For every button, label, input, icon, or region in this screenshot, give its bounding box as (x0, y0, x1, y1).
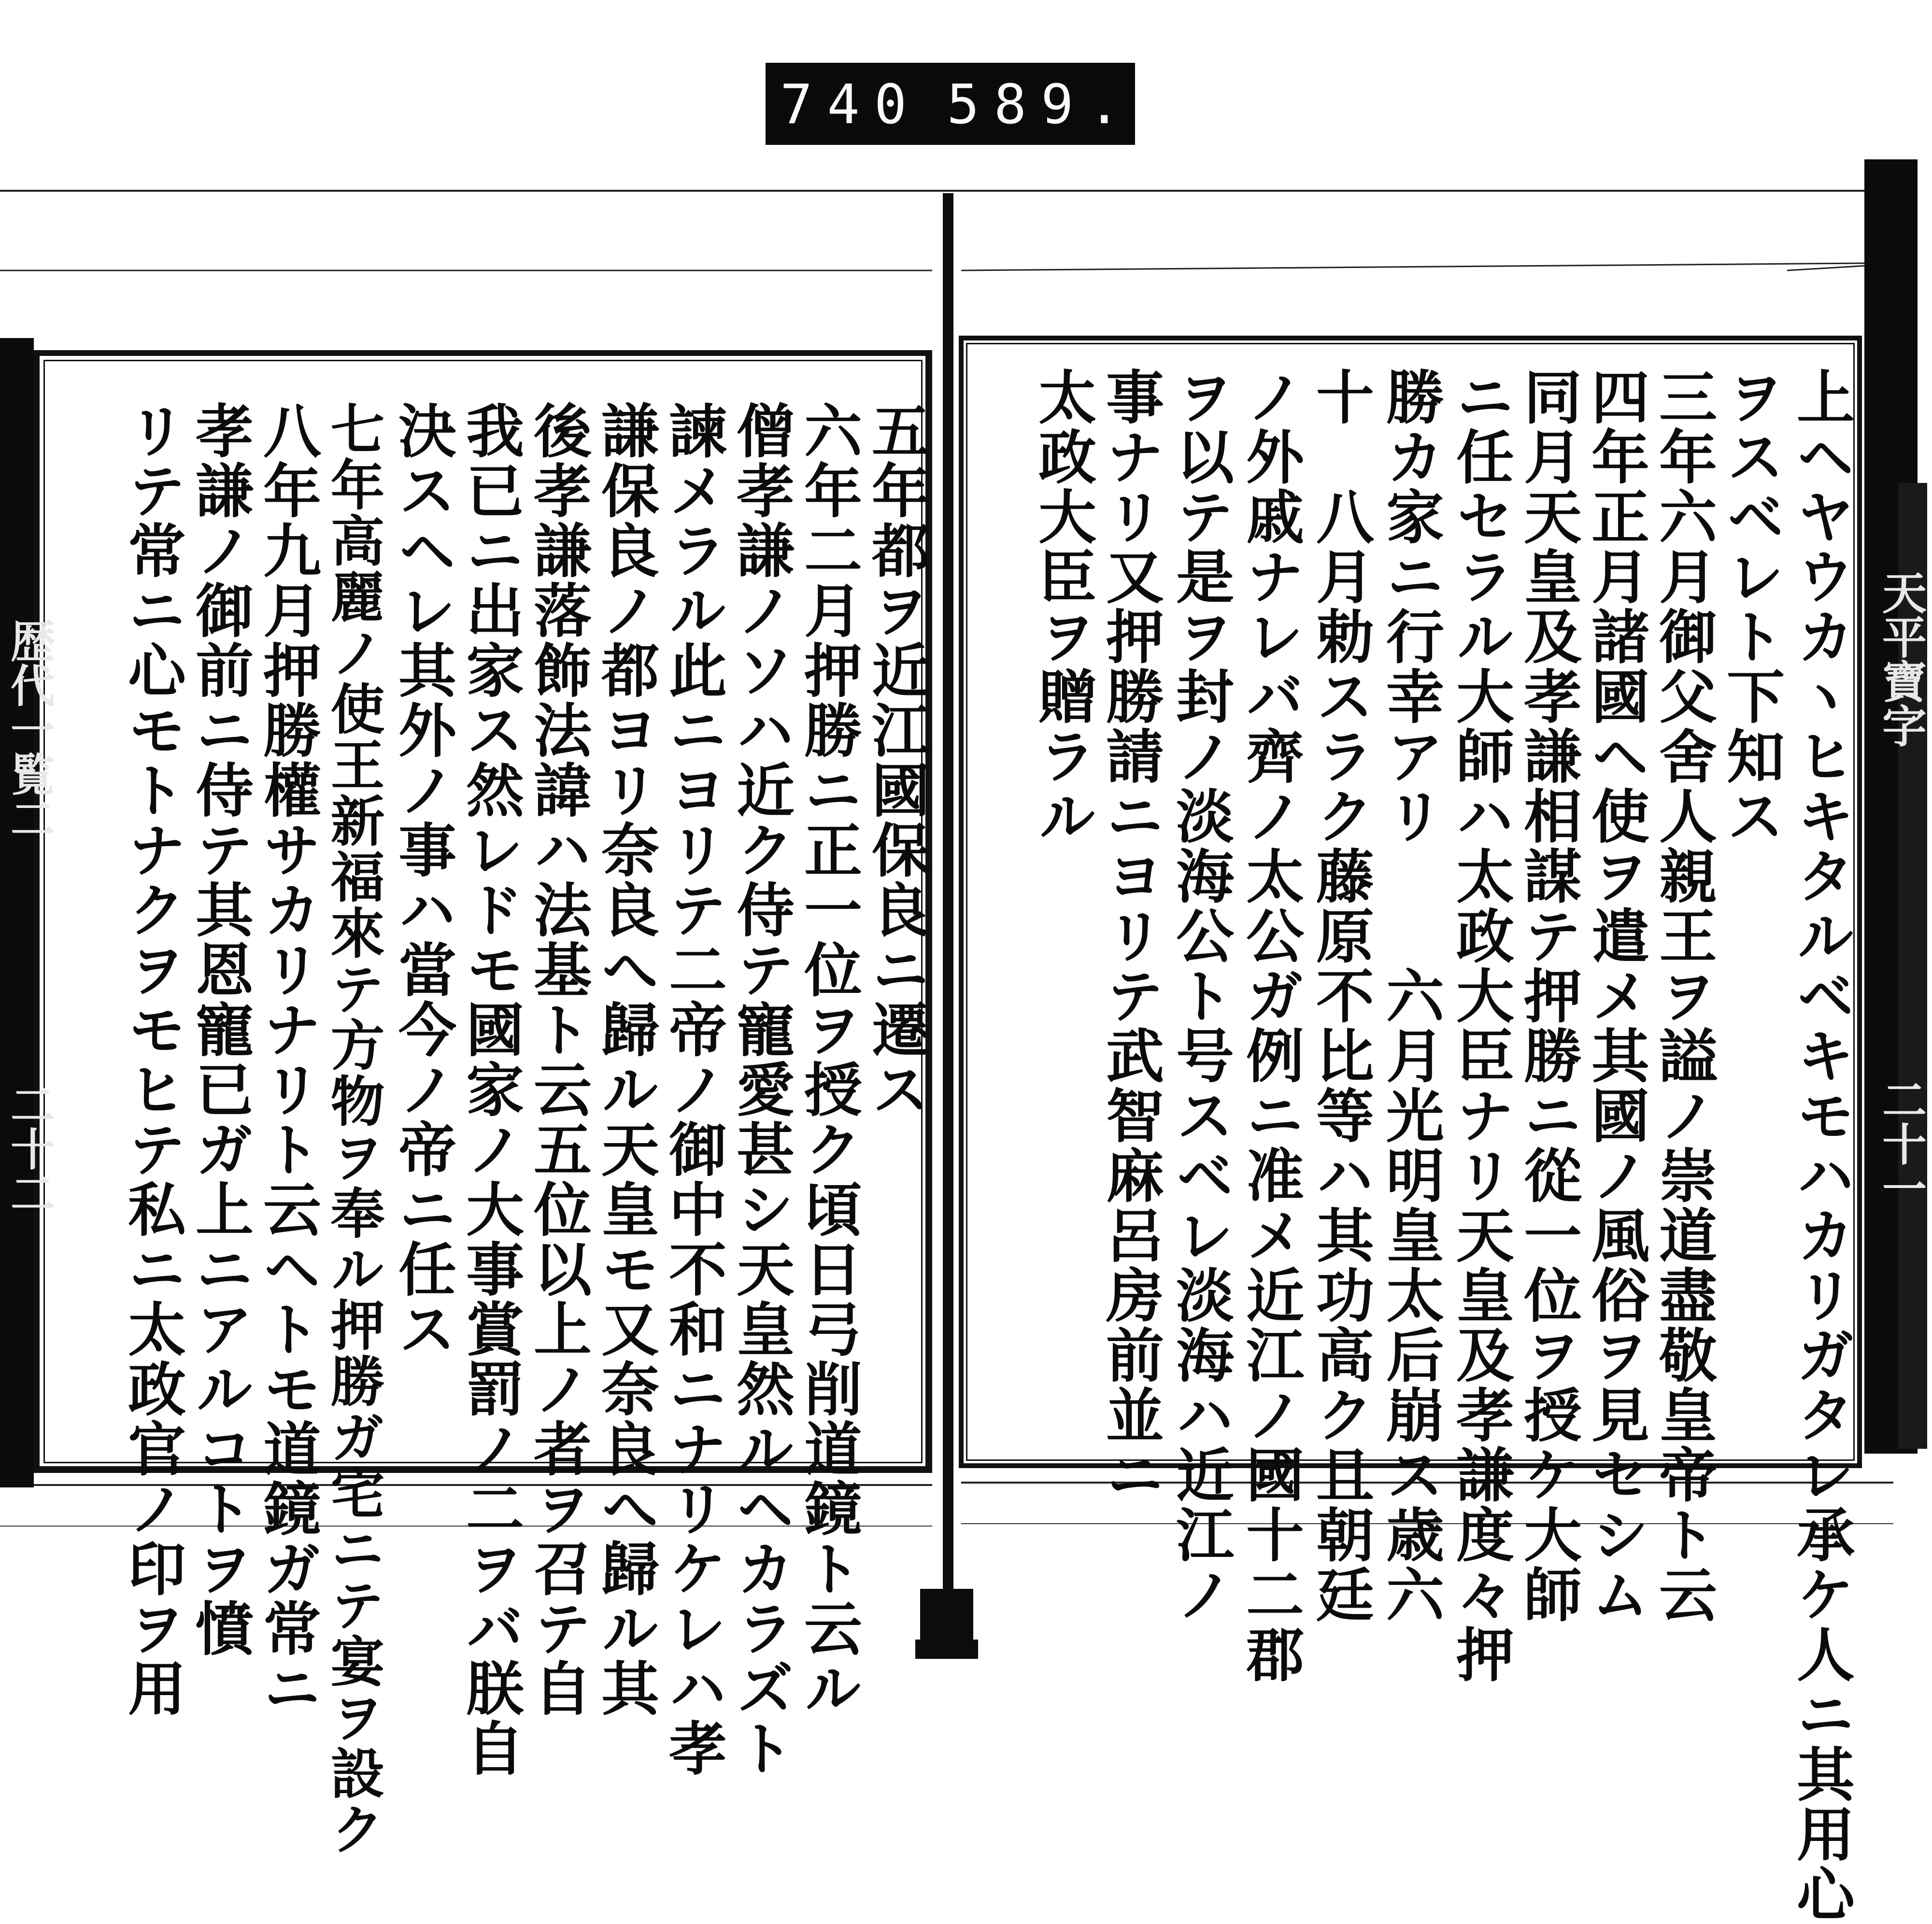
text-column: 謙保良ノ都ヨリ奈良へ歸ル天皇モ又奈良へ歸ル其 (592, 401, 660, 1718)
text-column: ノ外戚ナレバ齊ノ太公ガ例ニ准メ近江ノ國十二郡 (1236, 367, 1305, 1684)
text-column: 三年六月御父舍人親王ヲ謚ノ崇道盡敬皇帝ト云 (1649, 367, 1718, 1625)
text-column: リテ常ニ心モトナクヲモヒテ私ニ太政官ノ印ヲ用 (118, 401, 186, 1718)
right-margin-title: 天平寶字 (1875, 570, 1927, 748)
text-column: 五年都ヲ近江國保良ニ遷ス (862, 401, 930, 1119)
text-column: 同月天皇及孝謙相謀テ押勝ニ從一位ヲ授ケ大師 (1514, 367, 1582, 1625)
archive-number-right: 589. (947, 73, 1135, 136)
archive-label (766, 63, 1135, 145)
text-column: 上ヘヤウカヽヒキタルベキモハカリガタレ承ケ人ニ其用心 (1787, 367, 1855, 1924)
text-column: ヲ以テ是ヲ封ノ淡海公ト号スベレ淡海ハ近江ノ (1166, 367, 1235, 1625)
left-page-edge (0, 338, 34, 1487)
text-column: 我已ニ出家ス然レドモ國家ノ大事賞罰ノ二ヲバ朕自 (456, 401, 525, 1778)
text-column: 八年九月押勝權サカリナリト云ヘトモ道鏡ガ常ニ (254, 401, 322, 1718)
left-page-folio: 二十二 (3, 1082, 56, 1215)
text-column: 勝カ家ニ行幸アリ 六月光明皇太后崩ス歳六 (1377, 367, 1445, 1625)
text-column: ニ任セラル大師ハ太政大臣ナリ天皇及孝謙度々押 (1447, 367, 1515, 1684)
text-column: 七年高麗ノ使王新福來テ方物ヲ奉ル押勝ガ宅ニテ宴ヲ設ク (322, 401, 385, 1857)
text-column: 僧孝謙ノソハ近ク侍テ寵愛甚シ天皇然ルヘカラズト (727, 401, 795, 1778)
binding-base-foot (915, 1640, 978, 1659)
right-page-folio: 二十一 (1875, 1077, 1927, 1210)
text-column: 孝謙ノ御前ニ侍テ其恩寵已ガ上ニアルコトヲ憤 (186, 401, 254, 1658)
text-column: 後孝謙落飾法諱ハ法基ト云五位以上ノ者ヲ召テ自 (524, 401, 592, 1718)
text-column: 六年二月押勝ニ正一位ヲ授ク頃日弓削道鏡ト云ル (795, 401, 863, 1718)
text-column: 諫メラル此ニヨリテ二帝ノ御中不和ニナリケレハ孝 (659, 401, 727, 1778)
left-margin-title: 歴代一覧二 (3, 618, 56, 840)
text-column: 太政大臣ヲ贈ラル (1029, 367, 1097, 846)
text-column: 決スヘレ其外ノ事ハ當今ノ帝ニ任ス (389, 401, 457, 1359)
text-column: 四年正月諸國ヘ使ヲ遣メ其國ノ風俗ヲ見セシム (1582, 367, 1650, 1625)
archive-number-left: 740 (780, 73, 922, 136)
text-column: 十 八月勅スラク藤原不比等ハ其功高ク且朝廷 (1307, 367, 1375, 1625)
book-binding (943, 193, 953, 1659)
text-column: ヲスベレト下知ス (1717, 367, 1785, 846)
text-column: 事ナリ又押勝請ニヨリテ武智麻呂房前並ニ (1096, 367, 1165, 1505)
